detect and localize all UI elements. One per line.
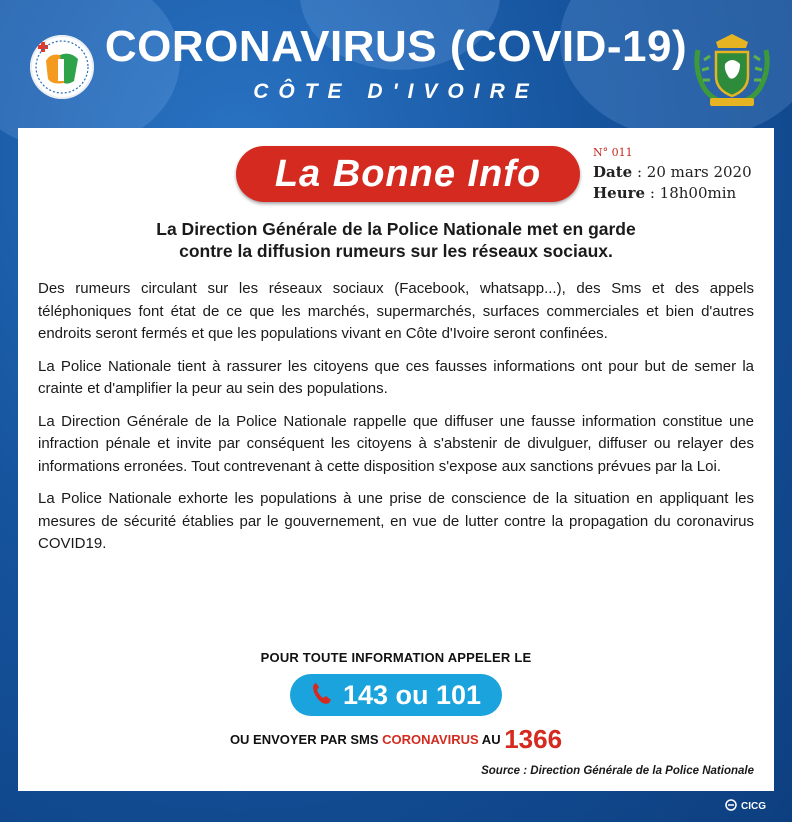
page-title: CORONAVIRUS (COVID-19) bbox=[104, 22, 688, 71]
headline-line-2: contre la diffusion rumeurs sur les réseaux sociaux. bbox=[179, 241, 613, 261]
bonne-info-banner: La Bonne Info bbox=[236, 146, 580, 202]
article-body bbox=[38, 278, 754, 566]
sms-keyword: CORONAVIRUS bbox=[382, 732, 479, 747]
header bbox=[0, 0, 792, 128]
paragraph-2: La Police Nationale tient à rassurer les citoyens que ces fausses informations ont pour but de semer la crainte et d'amplifier la peur au sein des populations. bbox=[38, 357, 754, 397]
phone-numbers-pill[interactable] bbox=[290, 674, 502, 716]
bulletin-date: Date : 20 mars 2020 bbox=[593, 163, 752, 181]
headline bbox=[38, 218, 754, 262]
coat-of-arms bbox=[690, 30, 774, 110]
sms-instructions: OU ENVOYER PAR SMS CORONAVIRUS AU 1366 bbox=[229, 724, 563, 754]
paragraph-3: La Direction Générale de la Police Nationale rappelle que diffuser une fausse information constitue une infraction pénale et invite par conséquent les citoyens à s'abstenir de divulguer, diffuser ou relayer des informations erronées. Tout contrevenant à cette disposition s'expose aux sanctions prévues par la Loi. bbox=[38, 412, 754, 475]
page-subtitle: CÔTE D'IVOIRE bbox=[253, 80, 539, 103]
info-card bbox=[18, 128, 774, 791]
headline-line-1: La Direction Générale de la Police Nationale met en garde bbox=[156, 219, 636, 239]
cicg-icon bbox=[725, 799, 737, 814]
source-note: Source : Direction Générale de la Police Nationale bbox=[481, 765, 754, 777]
phone-icon bbox=[311, 681, 333, 710]
sms-number: 1366 bbox=[504, 724, 563, 754]
bulletin-meta bbox=[593, 146, 752, 205]
bulletin-time: Heure : 18h00min bbox=[593, 184, 737, 202]
phone-numbers: 143 ou 101 bbox=[342, 679, 482, 710]
call-to-action: POUR TOUTE INFORMATION APPELER LE bbox=[260, 650, 532, 665]
bulletin-number: N° 011 bbox=[593, 146, 633, 159]
paragraph-4: La Police Nationale exhorte les populations à une prise de conscience de la situation en appliquant les mesures de sécurité établies par le gouvernement, en vue de lutter contre la propagation du coronavirus COVID19. bbox=[38, 490, 754, 552]
paragraph-1: Des rumeurs circulant sur les réseaux sociaux (Facebook, whatsapp...), des Sms et des appels téléphoniques font état de ce que les marchés, supermarchés, surfaces commerciales et bien d'autres endroits seront fermés et que les populations vivant en Côte d'Ivoire seront confinées. bbox=[38, 280, 754, 342]
credit: CICG bbox=[725, 799, 766, 814]
